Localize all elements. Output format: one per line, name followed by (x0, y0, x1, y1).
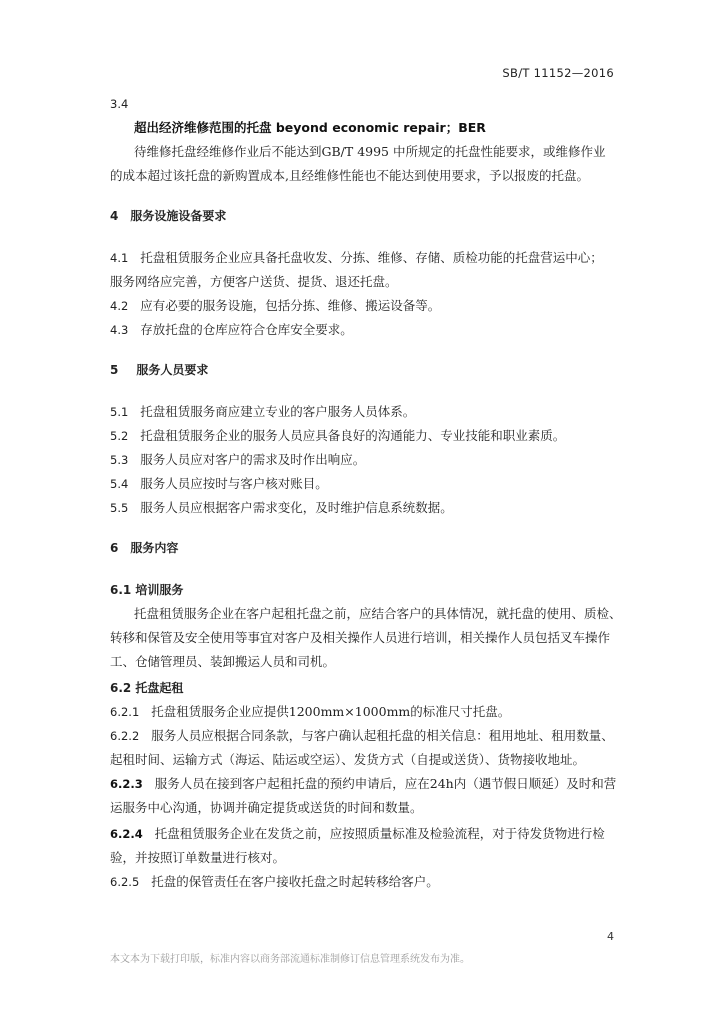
clause (110, 428, 620, 444)
page-number: 4 (607, 930, 614, 943)
clause-number: 5.5 (110, 501, 129, 515)
clause (110, 776, 620, 792)
clause (110, 728, 620, 744)
clause-text: 托盘租赁服务企业应提供1200mm×1000mm的标准尺寸托盘。 (151, 704, 511, 719)
clause-number: 6.2.1 (110, 705, 140, 719)
section-heading (110, 208, 620, 224)
clause-number: 3.4 (110, 97, 129, 111)
clause-text: 托盘租赁服务企业应具备托盘收发、分拣、维修、存储、质检功能的托盘营运中心； (140, 250, 603, 265)
clause (110, 874, 620, 890)
clause-number: 6.2.3 (110, 777, 143, 791)
section-number: 4 (110, 209, 119, 223)
clause (110, 476, 620, 492)
section-heading (110, 540, 620, 556)
clause-text: 托盘租赁服务商应建立专业的客户服务人员体系。 (140, 404, 416, 419)
clause-number: 5.4 (110, 477, 129, 491)
section-title: 服务设施设备要求 (130, 209, 227, 223)
clause-text: 托盘的保管责任在客户接收托盘之时起转移给客户。 (151, 874, 439, 889)
clause (110, 704, 620, 720)
clause-number: 4.1 (110, 251, 129, 265)
clause (110, 826, 620, 842)
clause-number: 4.2 (110, 299, 129, 313)
clause-number: 6.2.4 (110, 827, 143, 841)
clause (110, 452, 620, 468)
clause-text: 服务人员应根据客户需求变化，及时维护信息系统数据。 (140, 500, 453, 515)
subsection-heading: 6.1 培训服务 (110, 583, 184, 597)
standard-code: SB/T 11152—2016 (502, 66, 614, 80)
clause-number: 5.3 (110, 453, 129, 467)
section-heading (110, 362, 620, 378)
paragraph-line: 转移和保管及安全使用等事宜对客户及相关操作人员进行培训，相关操作人员包括叉车操作 (110, 630, 611, 645)
paragraph-line: 托盘租赁服务企业在客户起租托盘之前，应结合客户的具体情况，就托盘的使用、质检、 (134, 606, 622, 621)
clause-number: 6.2.5 (110, 875, 140, 889)
clause-text: 服务人员应按时与客户核对账目。 (140, 476, 328, 491)
term-title: 超出经济维修范围的托盘 beyond economic repair；BER (134, 120, 486, 135)
clause-text: 托盘租赁服务企业在发货之前，应按照质量标准及检验流程，对于待发货物进行检 (154, 826, 605, 841)
clause-continuation: 起租时间、运输方式（海运、陆运或空运）、发货方式（自提或送货）、货物接收地址。 (110, 752, 586, 767)
term-definition-line: 待维修托盘经维修作业后不能达到GB/T 4995 中所规定的托盘性能要求，或维修作业 (134, 144, 606, 159)
section-number: 5 (110, 363, 119, 377)
section-title: 服务人员要求 (136, 363, 209, 377)
clause-text: 托盘租赁服务企业的服务人员应具备良好的沟通能力、专业技能和职业素质。 (140, 428, 566, 443)
footer-notice: 本文本为下载打印版，标准内容以商务部流通标准制修订信息管理系统发布为准。 (110, 954, 470, 965)
clause-number: 5.1 (110, 405, 129, 419)
clause-text: 服务人员应根据合同条款，与客户确认起租托盘的相关信息：租用地址、租用数量、 (151, 728, 614, 743)
clause-text: 服务人员应对客户的需求及时作出响应。 (140, 452, 366, 467)
clause-number: 4.3 (110, 323, 129, 337)
clause (110, 250, 620, 266)
clause-text: 存放托盘的仓库应符合仓库安全要求。 (140, 322, 353, 337)
section-number: 6 (110, 541, 119, 555)
paragraph-line: 工、仓储管理员、装卸搬运人员和司机。 (110, 654, 336, 669)
section-title: 服务内容 (130, 541, 179, 555)
clause-continuation: 运服务中心沟通，协调并确定提货或送货的时间和数量。 (110, 800, 423, 815)
term-definition-line: 的成本超过该托盘的新购置成本,且经维修性能也不能达到使用要求，予以报废的托盘。 (110, 168, 589, 183)
subsection-heading: 6.2 托盘起租 (110, 681, 184, 695)
clause-text: 应有必要的服务设施，包括分拣、维修、搬运设备等。 (140, 298, 441, 313)
clause-continuation: 验，并按照订单数量进行核对。 (110, 850, 286, 865)
clause-number: 5.2 (110, 429, 129, 443)
clause (110, 322, 620, 338)
clause-text: 服务人员在接到客户起租托盘的预约申请后，应在24h内（遇节假日顺延）及时和营 (154, 776, 617, 791)
clause (110, 298, 620, 314)
clause (110, 500, 620, 516)
clause-number: 6.2.2 (110, 729, 140, 743)
clause-continuation: 服务网络应完善，方便客户送货、提货、退还托盘。 (110, 274, 398, 289)
clause (110, 404, 620, 420)
